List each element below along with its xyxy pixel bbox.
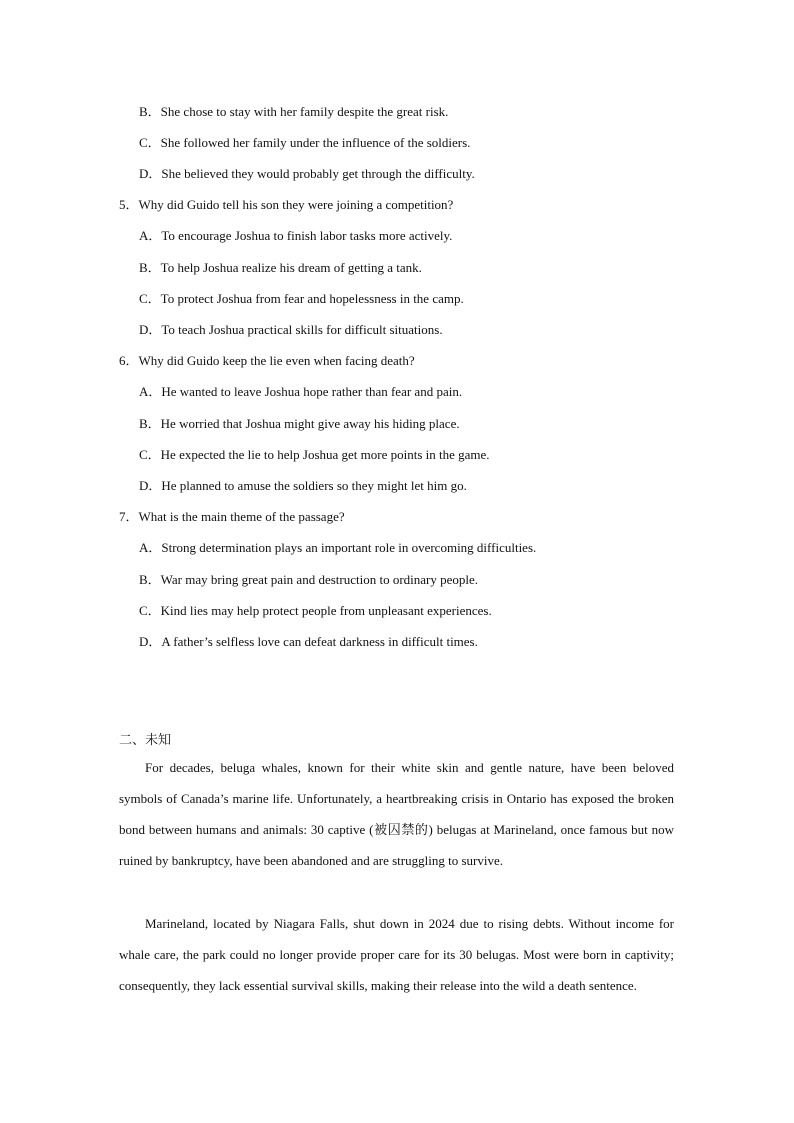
q5-option-b: B．To help Joshua realize his dream of getting a tank. <box>139 260 422 275</box>
passage-paragraph-1: For decades, beluga whales, known for their white skin and gentle nature, have been beloved symbols of Canada’s marine life. Unfortunately, a heartbreaking crisis in Ontario has exposed the broken bond between humans and animals: 30 captive (被囚禁的) belugas at Marineland, once famous but now ruined by bankruptcy, have been abandoned and are struggling to survive. <box>119 760 674 868</box>
q6-option-d: D．He planned to amuse the soldiers so they might let him go. <box>139 478 467 493</box>
q5-option-a: A．To encourage Joshua to finish labor tasks more actively. <box>139 228 453 243</box>
q6-option-a: A．He wanted to leave Joshua hope rather than fear and pain. <box>139 384 463 399</box>
q4-option-c: C．She followed her family under the influence of the soldiers. <box>139 135 471 150</box>
section-heading: 二、未知 <box>119 733 172 748</box>
q7-option-c: C．Kind lies may help protect people from unpleasant experiences. <box>139 603 492 618</box>
q5-option-d: D．To teach Joshua practical skills for difficult situations. <box>139 322 443 337</box>
q6-option-b: B．He worried that Joshua might give away his hiding place. <box>139 416 460 431</box>
q4-option-d: D．She believed they would probably get through the difficulty. <box>139 166 475 181</box>
q5-stem: 5．Why did Guido tell his son they were joining a competition? <box>119 197 454 212</box>
q5-option-c: C．To protect Joshua from fear and hopelessness in the camp. <box>139 291 464 306</box>
q4-option-b: B．She chose to stay with her family despite the great risk. <box>139 104 449 119</box>
q6-option-c: C．He expected the lie to help Joshua get more points in the game. <box>139 447 490 462</box>
q6-stem: 6．Why did Guido keep the lie even when facing death? <box>119 353 415 368</box>
passage-paragraph-2: Marineland, located by Niagara Falls, shut down in 2024 due to rising debts. Without income for whale care, the park could no longer provide proper care for its 30 belugas. Most were born in captivity; consequently, they lack essential survival skills, making their release into the wild a death sentence. <box>119 916 674 993</box>
q7-stem: 7．What is the main theme of the passage? <box>119 509 345 524</box>
q7-option-b: B．War may bring great pain and destruction to ordinary people. <box>139 572 479 587</box>
q7-option-a: A．Strong determination plays an important role in overcoming difficulties. <box>139 540 537 555</box>
q7-option-d: D．A father’s selfless love can defeat darkness in difficult times. <box>139 634 478 649</box>
